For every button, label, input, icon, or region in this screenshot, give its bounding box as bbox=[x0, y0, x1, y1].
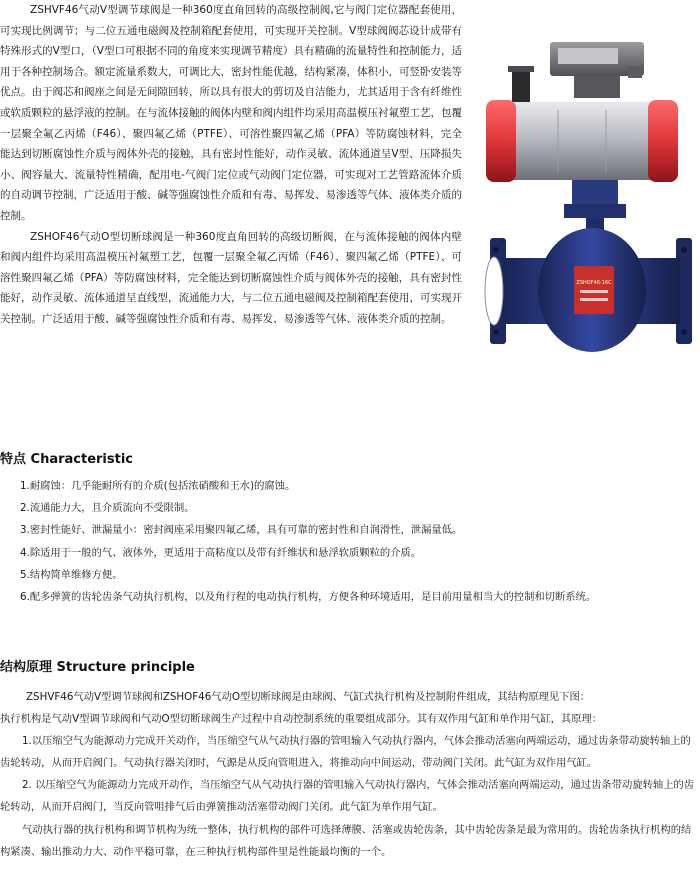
list-item: 1.耐腐蚀：几乎能耐所有的介质(包括浓硝酸和王水)的腐蚀。 bbox=[20, 480, 296, 492]
structure-summary: 气动执行器的执行机构和调节机构为统一整体，执行机构的部件可选择薄膜、活塞或齿轮齿条，其中齿轮齿条是最为常用的。齿轮齿条执行机构的结构紧凑、输出推动力大、动作平稳可靠，在三种执行机构部件里是性能最均衡的一个。 bbox=[0, 823, 692, 858]
pneumatic-ball-valve-image bbox=[478, 40, 700, 358]
characteristic-heading: 特点 Characteristic bbox=[0, 452, 133, 467]
intro-section bbox=[0, 0, 462, 330]
intro-paragraph-oball: ZSHOF46气动O型切断球阀是一种360度直角回转的高级切断阀，在与流体接触的阀体内壁和阀内组件均采用高温模压衬氟塑工艺，包覆一层聚全氟乙丙烯（F46）、聚四氟乙烯（PTFE）、可溶性聚四氟乙烯（PFA）等防腐蚀材料，完全能达到切断腐蚀性介质与阀体外壳的接触，具有密封性能好，动作灵敏、流体通道呈直线型，流通能力大，与二位五通电磁阀及控制箱配套使用，可实现开关控制。广泛适用于酸、碱等强腐蚀性介质和有毒、易挥发、易渗透等气体、液体类介质的控制。 bbox=[0, 230, 462, 325]
structure-single-acting: 2. 以压缩空气为能源动力完成开动作，当压缩空气从气动执行器的管咀输入气动执行器内，气体会推动活塞向两端运动，通过齿条带动旋转轴上的齿轮转动，从而开启阀门，当反向管咀排气后由弹簧推动活塞带动阀门关闭。此气缸为单作用气缸。 bbox=[0, 779, 695, 814]
characteristic-list bbox=[20, 475, 690, 608]
list-item: 6.配多弹簧的齿轮齿条气动执行机构，以及角行程的电动执行机构，方便各种环境适用，是目前用量相当大的控制和切断系统。 bbox=[20, 591, 597, 604]
structure-heading: 结构原理 Structure principle bbox=[0, 660, 195, 675]
structure-double-acting: 1.以压缩空气为能源动力完成开关动作，当压缩空气从气动执行器的管咀输入气动执行器内，气体会推动活塞向两端运动，通过齿条带动旋转轴上的齿轮转动，从而开启阀门。气动执行器关闭时，气源是从反向管咀进入，将推动向中间运动，带动阀门关闭。此气缸为双作用气缸。 bbox=[0, 735, 691, 770]
list-item: 4.除适用于一般的气、液体外，更适用于高粘度以及带有纤维状和悬浮软质颗粒的介质。 bbox=[20, 546, 422, 559]
valve-body bbox=[485, 228, 692, 352]
list-item: 5.结构简单维修方便。 bbox=[20, 568, 123, 581]
valve-yoke bbox=[564, 180, 626, 232]
intro-paragraph-vball: ZSHVF46气动V型调节球阀是一种360度直角回转的高级控制阀,它与阀门定位器配套使用，可实现比例调节；与二位五通电磁阀及控制箱配套使用，可实现开关控制。V型球阀阀芯设计成带有特殊形式的V型口，（V型口可根据不同的角度来实现调节精度）具有精确的流量特性和控制能力，适用于各种控制场合。额定流量系数大，可调比大，密封性能优越，结构紧凑，体积小，可竖卧安装等优点。由于阀芯和阀座之间是无间隙回转，所以具有很大的剪切及自洁能力，尤其适用于含有纤维性或软质颗粒的悬浮液的控制。在与流体接触的阀体内壁和阀内组件均采用高温模压衬氟塑工艺，包覆一层聚全氟乙丙烯（F46）、聚四氟乙烯（PTFE）、可溶性聚四氟乙烯（PFA）等防腐蚀材料，完全能达到切断腐蚀性介质与阀体外壳的接触，具有密封性能好，动作灵敏、流体通道呈V型、压降损失小、阀容量大、流量特性精确，配用电-气阀门定位或气动阀门定位器，可实现对工艺管路流体介质的自动调节控制，广泛适用于酸、碱等强腐蚀性介质和有毒、易挥发、易渗透等气体、液体类介质的控制。 bbox=[0, 4, 462, 222]
structure-intro: ZSHVF46气动V型调节球阀和ZSHOF46气动O型切断球阀是由球阀、气缸式执行机构及控制附件组成，其结构原理见下图： bbox=[26, 691, 591, 703]
positioner-box bbox=[550, 42, 644, 78]
svg-text:ZSHOF46-16C: ZSHOF46-16C bbox=[576, 280, 612, 286]
structure-actuator-desc: 执行机构是气动V型调节球阀和气动O型切断球阀生产过程中自动控制系统的重要组成部分。其有双作用气缸和单作用气缸，其原理： bbox=[0, 713, 603, 726]
structure-section bbox=[0, 686, 700, 863]
pneumatic-actuator bbox=[486, 100, 678, 182]
list-item: 3.密封性能好、泄漏量小：密封阀座采用聚四氟乙烯，具有可靠的密封性和自润滑性，泄漏量低。 bbox=[20, 524, 463, 537]
list-item: 2.流通能力大，且介质流向不受限制。 bbox=[20, 502, 195, 515]
